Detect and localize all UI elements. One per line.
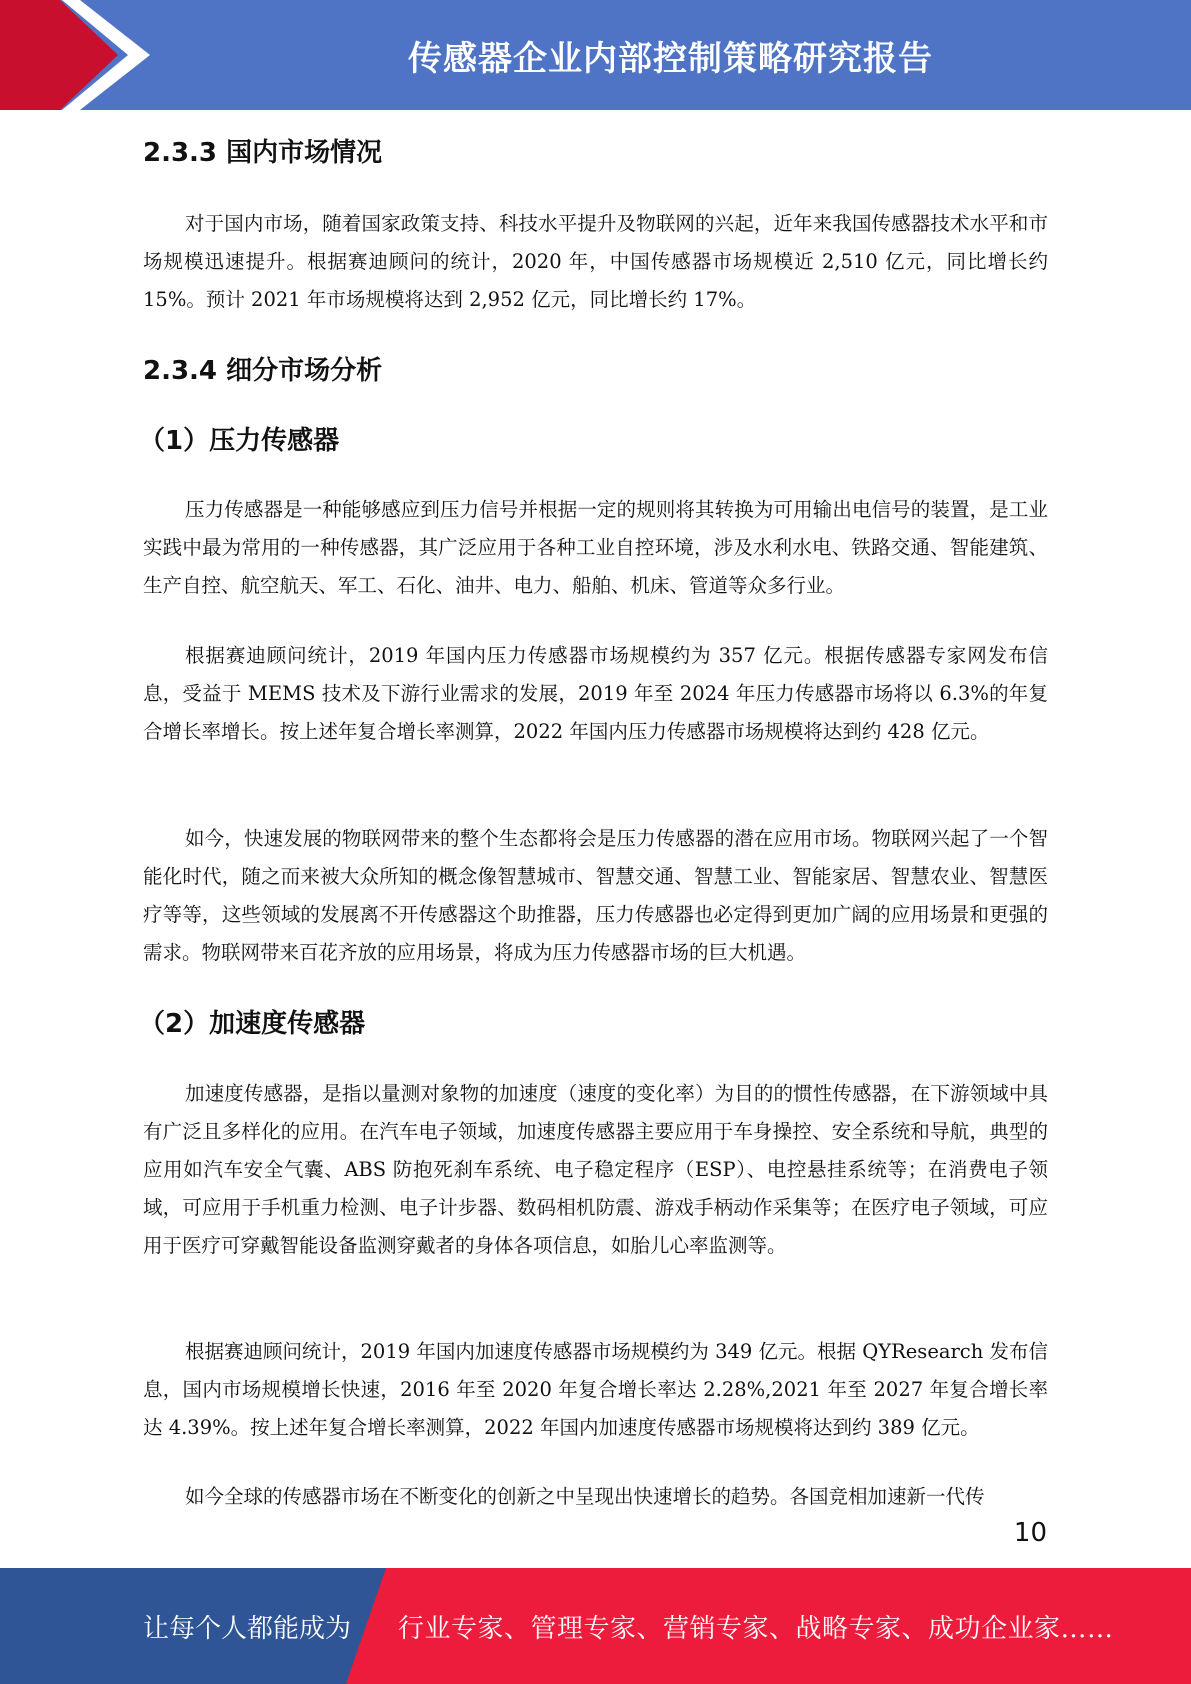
paragraph-domestic-market: 对于国内市场，随着国家政策支持、科技水平提升及物联网的兴起，近年来我国传感器技术水平和市场规模迅速提升。根据赛迪顾问的统计，2020 年，中国传感器市场规模近 2,510 亿元，同比增长约 15%。预计 2021 年市场规模将达到 2,952 亿元，同比增长约 17%。: [143, 212, 1048, 311]
footer-slogan-left: 让每个人都能成为: [143, 1613, 352, 1644]
section-heading-2-3-4: 2.3.4 细分市场分析: [143, 356, 383, 386]
paragraph-acceleration-sensor-definition: 加速度传感器，是指以量测对象物的加速度（速度的变化率）为目的的惯性传感器，在下游领域中具有广泛且多样化的应用。在汽车电子领域，加速度传感器主要应用于车身操控、安全系统和导航，典型的应用如汽车安全气囊、ABS 防抱死刹车系统、电子稳定程序（ESP）、电控悬挂系统等；在消费电子领域，可应用于手机重力检测、电子计步器、数码相机防震、游戏手柄动作采集等；在医疗电子领域，可应用于医疗可穿戴智能设备监测穿戴者的身体各项信息，如胎儿心率监测等。: [143, 1082, 1048, 1257]
footer-slogan-right: 行业专家、管理专家、营销专家、战略专家、成功企业家……: [398, 1613, 1114, 1644]
paragraph-acceleration-sensor-market: 根据赛迪顾问统计，2019 年国内加速度传感器市场规模约为 349 亿元。根据 QYResearch 发布信息，国内市场规模增长快速，2016 年至 2020 年复合增长率达 2.28%,2021 年至 2027 年复合增长率达 4.39%。按上述年复合增长率测算，2022 年国内加速度传感器市场规模将达到约 389 亿元。: [143, 1340, 1048, 1439]
header-red-arrow-decoration: [0, 0, 160, 110]
subsection-heading-pressure-sensor: （1）压力传感器: [139, 426, 340, 456]
page-footer: [0, 1568, 1191, 1684]
paragraph-global-sensor-market: 如今全球的传感器市场在不断变化的创新之中呈现出快速增长的趋势。各国竞相加速新一代传: [185, 1485, 985, 1508]
report-title: 传感器企业内部控制策略研究报告: [408, 38, 933, 79]
section-heading-2-3-3: 2.3.3 国内市场情况: [143, 138, 383, 168]
subsection-heading-acceleration-sensor: （2）加速度传感器: [139, 1009, 366, 1039]
page-header: [0, 0, 1191, 110]
paragraph-pressure-sensor-definition: 压力传感器是一种能够感应到压力信号并根据一定的规则将其转换为可用输出电信号的装置，是工业实践中最为常用的一种传感器，其广泛应用于各种工业自控环境，涉及水利水电、铁路交通、智能建筑、生产自控、航空航天、军工、石化、油井、电力、船舶、机床、管道等众多行业。: [143, 498, 1048, 597]
paragraph-pressure-sensor-market: 根据赛迪顾问统计，2019 年国内压力传感器市场规模约为 357 亿元。根据传感器专家网发布信息，受益于 MEMS 技术及下游行业需求的发展，2019 年至 2024 年压力传感器市场将以 6.3%的年复合增长率增长。按上述年复合增长率测算，2022 年国内压力传感器市场规模将达到约 428 亿元。: [143, 644, 1048, 743]
page-number: 10: [1013, 1518, 1047, 1548]
paragraph-pressure-sensor-iot: 如今，快速发展的物联网带来的整个生态都将会是压力传感器的潜在应用市场。物联网兴起了一个智能化时代，随之而来被大众所知的概念像智慧城市、智慧交通、智慧工业、智能家居、智慧农业、智慧医疗等等，这些领域的发展离不开传感器这个助推器，压力传感器也必定得到更加广阔的应用场景和更强的需求。物联网带来百花齐放的应用场景，将成为压力传感器市场的巨大机遇。: [143, 827, 1048, 964]
